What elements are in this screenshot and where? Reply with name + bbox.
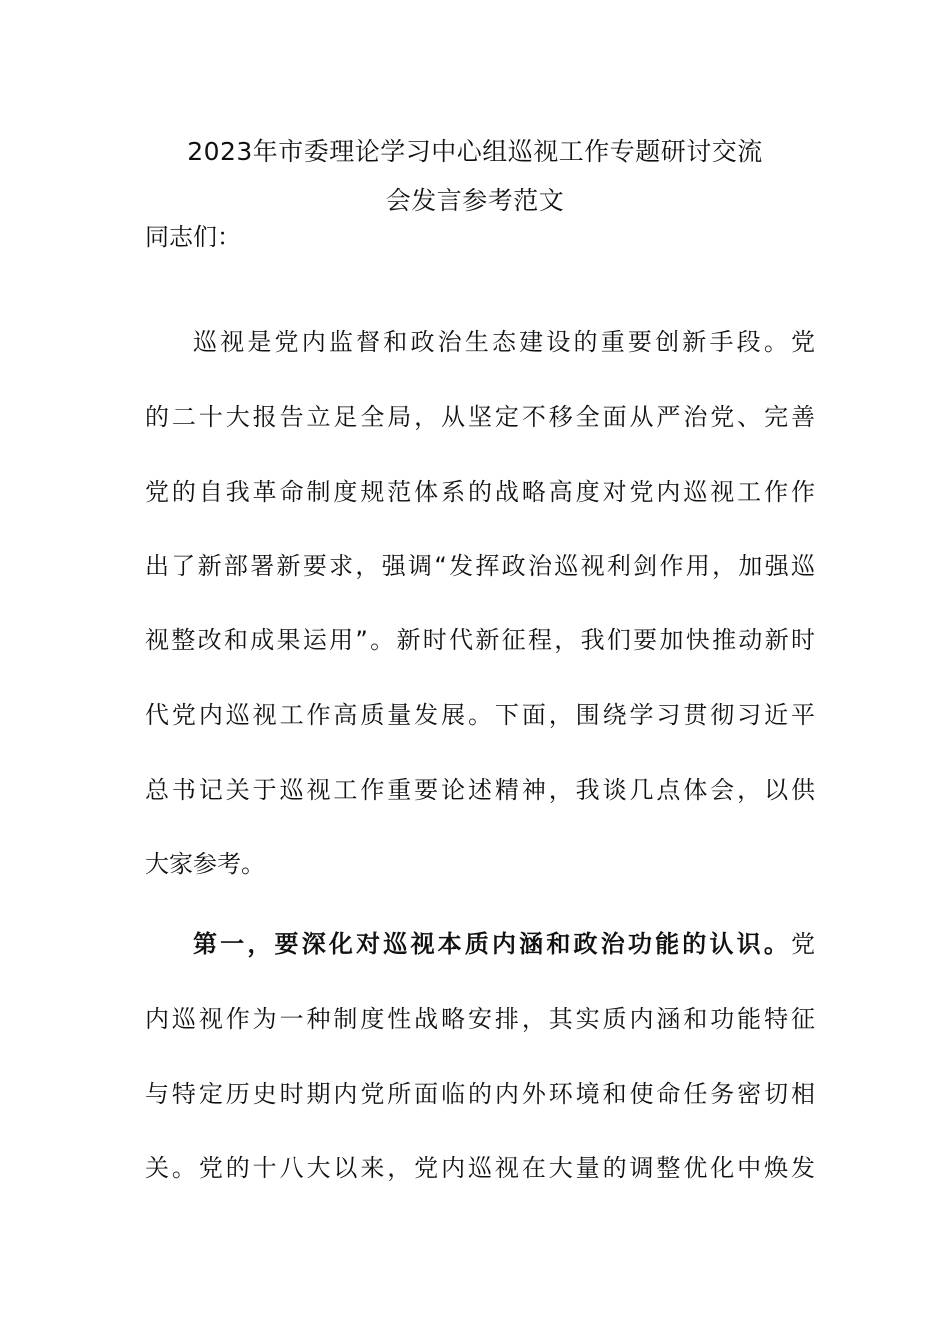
paragraph-1-line-8: 大家参考。 (145, 850, 265, 878)
paragraph-1-line-7: 总书记关于巡视工作重要论述精神，我谈几点体会，以供 (145, 776, 815, 804)
paragraph-2-line-1 (193, 929, 815, 959)
paragraph-1-line-4: 出了新部署新要求，强调“发挥政治巡视利剑作用，加强巡 (145, 552, 815, 580)
paragraph-1-line-5: 视整改和成果运用”。新时代新征程，我们要加快推动新时 (145, 626, 815, 654)
salutation: 同志们： (145, 223, 241, 251)
paragraph-1-line-3: 党的自我革命制度规范体系的战略高度对党内巡视工作作 (145, 478, 815, 506)
paragraph-2-line-1-rest: 党 (791, 930, 815, 958)
paragraph-2-line-4: 关。党的十八大以来，党内巡视在大量的调整优化中焕发 (145, 1154, 815, 1182)
paragraph-2-line-2: 内巡视作为一种制度性战略安排，其实质内涵和功能特征 (145, 1005, 815, 1033)
paragraph-2-heading: 第一，要深化对巡视本质内涵和政治功能的认识。 (193, 930, 791, 958)
document-title-line-2: 会发言参考范文 (385, 186, 565, 215)
paragraph-2-line-3: 与特定历史时期内党所面临的内外环境和使命任务密切相 (145, 1080, 815, 1108)
paragraph-1-line-2: 的二十大报告立足全局，从坚定不移全面从严治党、完善 (145, 403, 815, 431)
paragraph-1-line-1: 巡视是党内监督和政治生态建设的重要创新手段。党 (193, 328, 815, 356)
paragraph-1-line-6: 代党内巡视工作高质量发展。下面，围绕学习贯彻习近平 (145, 701, 815, 729)
document-title-line-1: 2023年市委理论学习中心组巡视工作专题研讨交流 (187, 137, 763, 166)
